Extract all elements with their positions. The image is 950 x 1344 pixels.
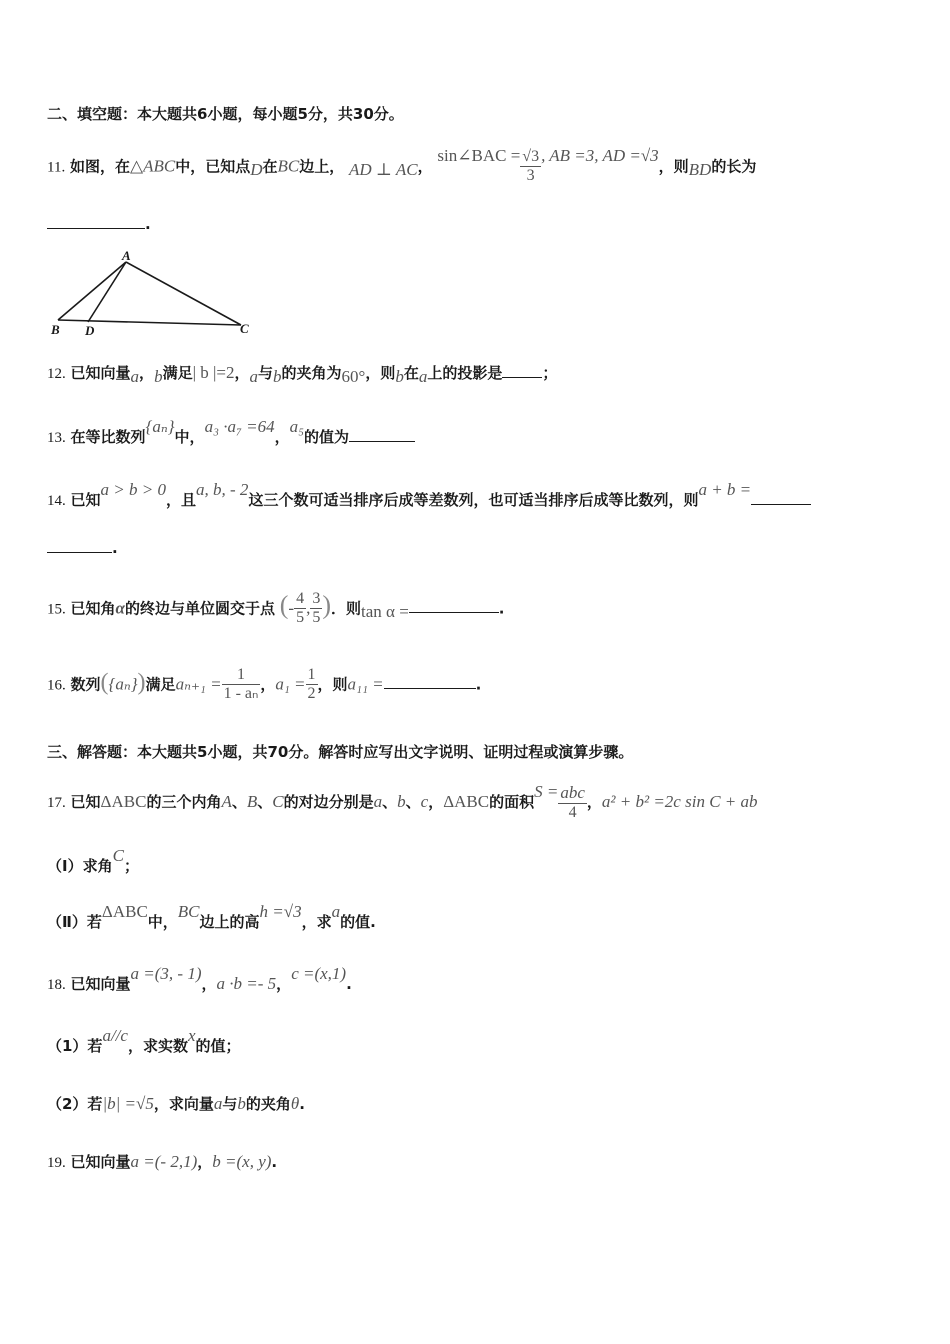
question-19: 19. 已知向量a =(- 2,1)，b =(x, y). — [47, 1152, 278, 1171]
answer-blank-11: . — [47, 214, 151, 233]
answer-blank[interactable] — [751, 490, 811, 505]
section-3-title: 三、解答题：本大题共5小题，共70分。解答时应写出文字说明、证明过程或演算步骤。 — [47, 743, 634, 761]
question-14: 14. 已知a > b > 0，且a, b, - 2这三个数可适当排序后成等差数列，也可适当排序后成等比数列，则a + b = — [47, 489, 811, 510]
side-ac — [126, 262, 241, 325]
label-d: D — [85, 323, 95, 338]
segment-ad — [88, 262, 126, 322]
question-15: 15. 已知角α的终边与单位圆交于点 (- $\frac{4}{5}$ , $\frac{3}{5}$ )．则tan α = . — [47, 590, 505, 627]
fraction-4-5: $\frac{4}{5}$ — [296, 590, 305, 627]
answer-blank-14: . — [47, 538, 118, 557]
label-b: B — [51, 322, 60, 337]
question-18-part-1: （1）若a//c，求实数x的值； — [47, 1026, 241, 1055]
question-18-part-2: （2）若|b| =√5，求向量a与b的夹角θ. — [47, 1094, 305, 1113]
question-16: 16. 数列({aₙ})满足aₙ₊₁ = $\frac{1}{\text{1 - aₙ}}$ ，a₁ = $\frac{1}{2}$ ，则a₁₁ = . — [47, 666, 482, 703]
section-2-title: 二、填空题：本大题共6小题，每小题5分，共30分。 — [47, 105, 404, 123]
fraction-sqrt3-over-3: $\frac{√3}{3}$ — [522, 148, 540, 185]
fraction-3-5: $\frac{3}{5}$ — [312, 590, 321, 627]
side-ab — [58, 262, 126, 320]
fraction-abc-over-4: $\frac{\text{abc}}{4}$ — [560, 783, 585, 821]
answer-blank[interactable] — [502, 363, 542, 378]
answer-blank[interactable] — [47, 538, 112, 553]
triangle-figure — [48, 250, 258, 340]
answer-blank[interactable] — [384, 674, 476, 689]
question-17-part-1: （Ⅰ）求角C； — [47, 846, 139, 875]
question-12: 12. 已知向量a，b满足| b |=2，a与b的夹角为60°，则b在a上的投影是 ； — [47, 363, 558, 386]
fraction-1-2: $\frac{1}{2}$ — [307, 666, 316, 703]
question-17-part-2: （Ⅱ）若ΔABC中，BC边上的高h =√3，求a的值. — [47, 902, 376, 931]
fraction-1-over-1-minus-an: $\frac{1}{\text{1 - aₙ}}$ — [223, 666, 259, 703]
question-13: 13. 在等比数列{aₙ}中，a₃ ·a₇ =64，a₅的值为 — [47, 426, 415, 447]
label-a: A — [122, 250, 131, 263]
answer-blank[interactable] — [349, 427, 415, 442]
question-11: 11. 如图，在△ABC中，已知点D在BC边上， AD ⊥ AC， sin∠BAC = $\frac{√3}{3}$ , AB =3, AD =√3，则BD的长为 — [47, 146, 757, 185]
question-17: 17. 已知ΔABC的三个内角A、B、C的对边分别是a、b、c，ΔABC的面积S = $\frac{\text{abc}}{4}$ ，a² + b² =2c sin C + ab — [47, 781, 758, 821]
question-18: 18. 已知向量a =(3, - 1)，a ·b =- 5，c =(x,1). — [47, 964, 352, 993]
answer-blank[interactable] — [47, 214, 145, 229]
question-number: 11. — [47, 159, 66, 176]
label-c: C — [240, 321, 249, 336]
answer-blank[interactable] — [409, 598, 499, 613]
